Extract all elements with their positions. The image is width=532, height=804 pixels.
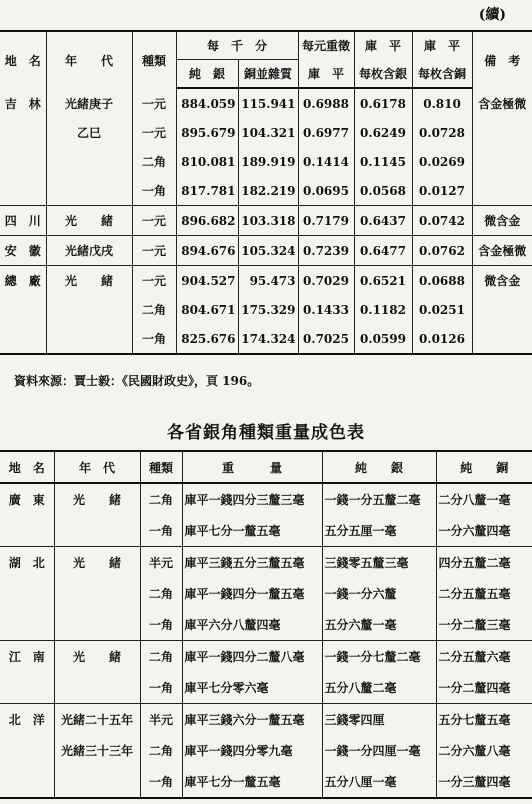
table-row <box>0 266 532 296</box>
per-coin-silver-cell: 0.6521 <box>354 266 412 296</box>
header-silver: 純 銀 <box>322 451 436 483</box>
silver-cell: 五分八釐二毫 <box>322 672 436 704</box>
kind-cell: 二角 <box>140 483 182 515</box>
per-coin-silver-cell: 0.1182 <box>354 295 412 324</box>
header-ku-ping-b: 庫 平 <box>412 31 472 60</box>
table-row <box>0 236 532 266</box>
era-cell: 光 緒 <box>54 547 140 579</box>
kind-cell: 一角 <box>140 515 182 547</box>
copper-impurity-cell: 103.318 <box>238 206 298 236</box>
table-row <box>0 515 532 547</box>
table-row <box>0 578 532 609</box>
era-cell: 光緒庚子 <box>46 88 132 118</box>
era-cell <box>46 147 132 176</box>
kind-cell: 一角 <box>140 609 182 641</box>
source-note: 資料來源：賈士毅：《民國財政史》，頁 196。 <box>14 374 260 388</box>
weight-cell: 庫平七分零六毫 <box>182 672 322 704</box>
table-row <box>0 176 532 206</box>
region-cell <box>0 324 46 354</box>
remark-cell: 微含金 <box>484 274 521 288</box>
era-cell <box>54 515 140 547</box>
region-cell: 湖 北 <box>0 547 54 579</box>
remark-cell <box>472 176 532 206</box>
era-cell <box>54 672 140 704</box>
per-yuan-weight-cell: 0.6988 <box>298 88 354 118</box>
silver-cell: 一錢一分四厘一毫 <box>322 735 436 766</box>
table-row <box>0 483 532 515</box>
table-title: 各省銀角種類重量成色表 <box>167 423 365 443</box>
weight-cell: 庫平三錢五分三釐五毫 <box>182 547 322 579</box>
weight-cell: 庫平七分一釐五毫 <box>182 766 322 798</box>
kind-cell: 二角 <box>140 735 182 766</box>
region-cell: 北 洋 <box>0 704 54 736</box>
weight-cell: 庫平一錢四分一釐五毫 <box>182 578 322 609</box>
per-coin-silver-cell: 0.6437 <box>354 206 412 236</box>
copper-impurity-cell: 95.473 <box>238 266 298 296</box>
era-cell: 光緒三十三年 <box>54 735 140 766</box>
table-row <box>0 206 532 236</box>
era-cell: 光緒戊戌 <box>46 236 132 266</box>
pure-silver-cell: 904.527 <box>176 266 238 296</box>
pure-silver-cell: 896.682 <box>176 206 238 236</box>
table-row <box>0 609 532 641</box>
pure-silver-cell: 894.676 <box>176 236 238 266</box>
per-coin-copper-cell: 0.810 <box>412 88 472 118</box>
header-per-coin-silver: 每枚含銀 <box>354 60 412 89</box>
per-coin-copper-cell: 0.0269 <box>412 147 472 176</box>
kind-cell: 一角 <box>132 176 176 206</box>
table-row <box>0 704 532 736</box>
pure-silver-cell: 804.671 <box>176 295 238 324</box>
region-cell <box>0 735 54 766</box>
region-cell <box>0 295 46 324</box>
per-coin-silver-cell: 0.6178 <box>354 88 412 118</box>
era-cell: 光 緒 <box>54 483 140 515</box>
era-cell <box>46 324 132 354</box>
silver-cell: 五分八厘一毫 <box>322 766 436 798</box>
per-yuan-weight-cell: 0.6977 <box>298 118 354 147</box>
remark-cell: 微含金 <box>472 206 532 236</box>
region-cell: 總 廠 <box>0 266 46 296</box>
region-cell <box>0 578 54 609</box>
era-cell <box>54 609 140 641</box>
table-row <box>0 766 532 798</box>
copper-cell: 一分二釐三毫 <box>436 609 532 641</box>
silver-fineness-table <box>0 30 532 355</box>
era-cell: 光緒二十五年 <box>54 704 140 736</box>
header-era: 年 代 <box>46 31 132 88</box>
header-copper: 純 銅 <box>436 451 532 483</box>
header-per-yuan-unit: 庫 平 <box>298 60 354 89</box>
table-row <box>0 672 532 704</box>
pure-silver-cell: 825.676 <box>176 324 238 354</box>
era-cell <box>46 176 132 206</box>
table-row <box>0 735 532 766</box>
kind-cell: 二角 <box>132 147 176 176</box>
continued-mark: (續) <box>478 7 506 23</box>
per-yuan-weight-cell: 0.1414 <box>298 147 354 176</box>
kind-cell: 一元 <box>132 88 176 118</box>
kind-cell: 一角 <box>140 672 182 704</box>
copper-cell: 一分三釐四毫 <box>436 766 532 798</box>
per-coin-copper-cell: 0.0126 <box>412 324 472 354</box>
copper-cell: 二分五釐五毫 <box>438 587 511 601</box>
era-cell: 乙巳 <box>46 118 132 147</box>
table-row <box>0 147 532 176</box>
per-yuan-weight-cell: 0.7025 <box>298 324 354 354</box>
region-cell: 廣 東 <box>0 483 54 515</box>
per-coin-silver-cell: 0.6249 <box>354 118 412 147</box>
per-yuan-weight-cell: 0.7179 <box>298 206 354 236</box>
copper-cell: 二分八釐一毫 <box>438 493 511 507</box>
era-cell <box>54 578 140 609</box>
era-cell: 光 緒 <box>46 206 132 236</box>
region-cell: 江 南 <box>0 641 54 673</box>
kind-cell: 一元 <box>132 266 176 296</box>
header-ku-ping-a: 庫 平 <box>354 31 412 60</box>
per-coin-copper-cell: 0.0127 <box>412 176 472 206</box>
kind-cell: 二角 <box>140 641 182 673</box>
header-per-yuan-weight: 每元重徵 <box>298 31 354 60</box>
table-row <box>0 295 532 324</box>
per-coin-silver-cell: 0.0599 <box>354 324 412 354</box>
region-cell <box>0 515 54 547</box>
silver-coin-weight-table <box>0 450 532 799</box>
header-weight: 重 量 <box>182 451 322 483</box>
copper-cell: 四分五釐二毫 <box>438 556 511 570</box>
weight-cell: 庫平一錢四分二釐八毫 <box>182 641 322 673</box>
per-coin-copper-cell: 0.0728 <box>412 118 472 147</box>
copper-impurity-cell: 175.329 <box>238 295 298 324</box>
weight-cell: 庫平七分一釐五毫 <box>182 515 322 547</box>
weight-cell: 庫平一錢四分三釐三毫 <box>182 483 322 515</box>
weight-cell: 庫平三錢六分一釐五毫 <box>182 704 322 736</box>
weight-cell: 庫平六分八釐四毫 <box>182 609 322 641</box>
era-cell <box>54 766 140 798</box>
per-coin-copper-cell: 0.0762 <box>412 236 472 266</box>
copper-impurity-cell: 174.324 <box>238 324 298 354</box>
region-cell <box>0 147 46 176</box>
per-coin-copper-cell: 0.0688 <box>412 266 472 296</box>
copper-cell: 二分六釐八毫 <box>438 744 511 758</box>
silver-cell: 一錢一分五釐二毫 <box>322 483 436 515</box>
kind-cell: 一元 <box>132 236 176 266</box>
kind-cell: 一角 <box>140 766 182 798</box>
remark-cell <box>472 118 532 147</box>
kind-cell: 半元 <box>140 704 182 736</box>
per-yuan-weight-cell: 0.7239 <box>298 236 354 266</box>
silver-cell: 三錢零五釐三毫 <box>322 547 436 579</box>
header-remarks: 備 考 <box>472 31 532 88</box>
silver-cell: 三錢零四厘 <box>322 704 436 736</box>
table-row <box>0 547 532 579</box>
per-coin-silver-cell: 0.1145 <box>354 147 412 176</box>
region-cell <box>0 766 54 798</box>
table-row <box>0 641 532 673</box>
silver-cell: 五分六釐一毫 <box>322 609 436 641</box>
kind-cell: 一角 <box>132 324 176 354</box>
region-cell: 四 川 <box>0 206 46 236</box>
copper-impurity-cell: 105.324 <box>238 236 298 266</box>
per-coin-copper-cell: 0.0742 <box>412 206 472 236</box>
silver-cell: 五分五厘一毫 <box>322 515 436 547</box>
silver-cell: 一錢一分七釐二毫 <box>322 641 436 673</box>
table-row <box>0 118 532 147</box>
remark-cell <box>472 147 532 176</box>
header-pure-silver: 純 銀 <box>176 60 238 89</box>
copper-cell: 一分二釐四毫 <box>436 672 532 704</box>
per-yuan-weight-cell: 0.7029 <box>298 266 354 296</box>
kind-cell: 一元 <box>132 118 176 147</box>
header-era: 年 代 <box>54 451 140 483</box>
copper-cell: 一分六釐四毫 <box>436 515 532 547</box>
header-kind: 種類 <box>132 31 176 88</box>
header-region: 地 名 <box>0 451 54 483</box>
table-row <box>0 88 532 118</box>
region-cell <box>0 609 54 641</box>
pure-silver-cell: 817.781 <box>176 176 238 206</box>
header-kind: 種類 <box>140 451 182 483</box>
per-coin-copper-cell: 0.0251 <box>412 295 472 324</box>
pure-silver-cell: 895.679 <box>176 118 238 147</box>
per-yuan-weight-cell: 0.0695 <box>298 176 354 206</box>
copper-impurity-cell: 182.219 <box>238 176 298 206</box>
era-cell: 光 緒 <box>54 641 140 673</box>
kind-cell: 一元 <box>132 206 176 236</box>
pure-silver-cell: 884.059 <box>176 88 238 118</box>
copper-impurity-cell: 189.919 <box>238 147 298 176</box>
kind-cell: 二角 <box>140 578 182 609</box>
era-cell <box>46 295 132 324</box>
copper-impurity-cell: 115.941 <box>238 88 298 118</box>
remark-cell <box>472 295 532 324</box>
header-per-thousand: 每 千 分 <box>176 31 298 60</box>
region-cell: 吉 林 <box>0 88 46 118</box>
per-coin-silver-cell: 0.0568 <box>354 176 412 206</box>
kind-cell: 半元 <box>140 547 182 579</box>
per-coin-silver-cell: 0.6477 <box>354 236 412 266</box>
copper-cell: 五分七釐五毫 <box>438 713 511 727</box>
pure-silver-cell: 810.081 <box>176 147 238 176</box>
region-cell: 安 徽 <box>0 236 46 266</box>
header-copper-impurity: 銅並雜質 <box>238 60 298 89</box>
region-cell <box>0 672 54 704</box>
per-yuan-weight-cell: 0.1433 <box>298 295 354 324</box>
kind-cell: 二角 <box>132 295 176 324</box>
era-cell: 光 緒 <box>46 266 132 296</box>
silver-cell: 一錢一分六釐 <box>322 578 436 609</box>
table-row <box>0 324 532 354</box>
remark-cell: 含金極微 <box>472 236 532 266</box>
copper-impurity-cell: 104.321 <box>238 118 298 147</box>
copper-cell: 二分五釐六毫 <box>438 650 511 664</box>
region-cell <box>0 118 46 147</box>
remark-cell: 含金極微 <box>478 96 527 111</box>
remark-cell <box>472 324 532 354</box>
header-per-coin-copper: 每枚含銅 <box>412 60 472 89</box>
header-region: 地 名 <box>0 31 46 88</box>
weight-cell: 庫平一錢四分零九毫 <box>182 735 322 766</box>
region-cell <box>0 176 46 206</box>
